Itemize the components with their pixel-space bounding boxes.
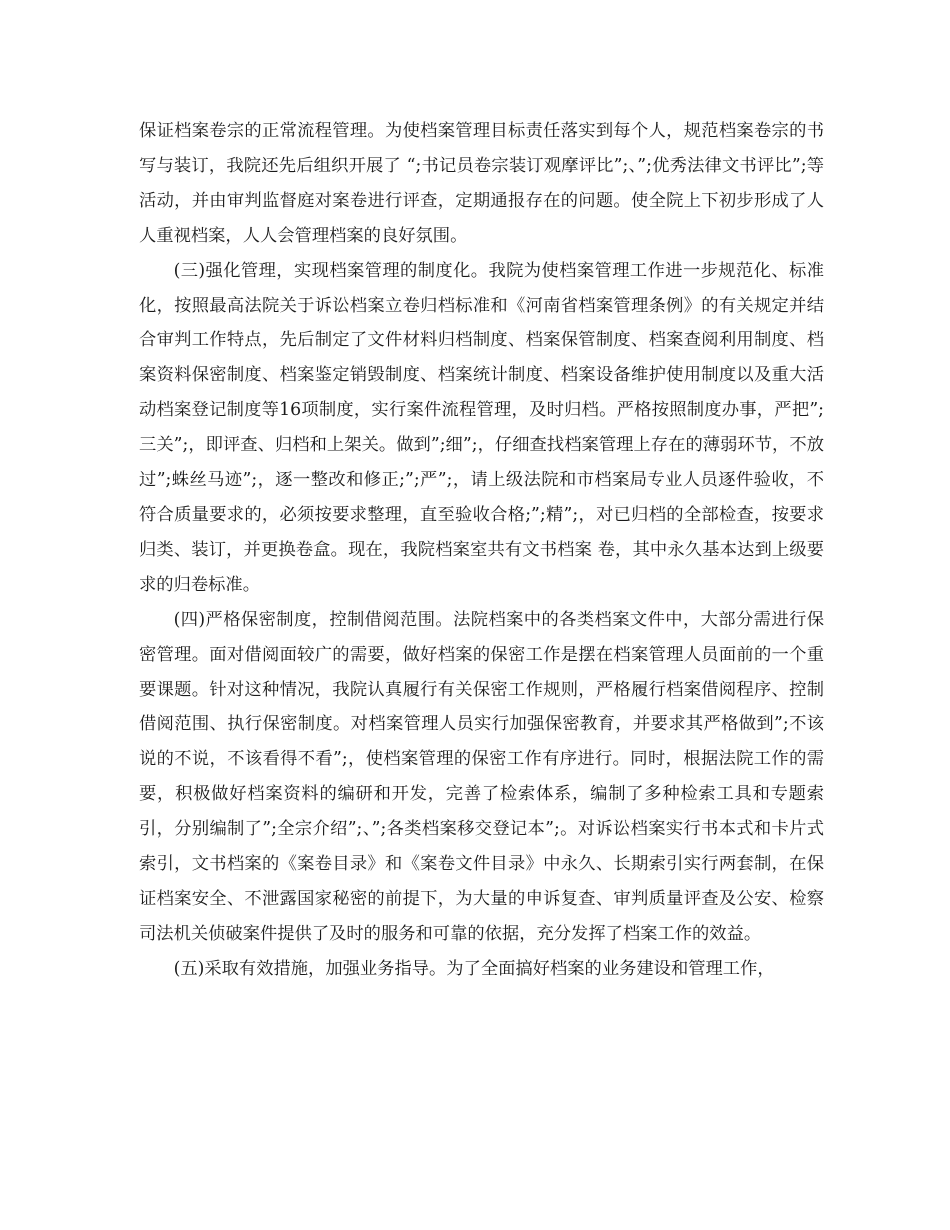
- paragraph-section-4: (四)严格保密制度，控制借阅范围。法院档案中的各类档案文件中，大部分需进行保密管理。面对借阅面较广的需要，做好档案的保密工作是摆在档案管理人员面前的一个重要课题。针对这种情况，我院认真履行有关保密工作规则，严格履行档案借阅程序、控制借阅范围、执行保密制度。对档案管理人员实行加强保密教育，并要求其严格做到”;不该说的不说，不该看得不看”;，使档案管理的保密工作有序进行。同时，根据法院工作的需要，积极做好档案资料的编研和开发，完善了检索体系，编制了多种检索工具和专题索引，分别编制了”;全宗介绍”;、”;各类档案移交登记本”;。对诉讼档案实行书本式和卡片式索引，文书档案的《案卷目录》和《案卷文件目录》中永久、长期索引实行两套制，在保证档案安全、不泄露国家秘密的前提下，为大量的申诉复查、审判质量评查及公安、检察司法机关侦破案件提供了及时的服务和可靠的依据，充分发挥了档案工作的效益。: [139, 609, 824, 944]
- document-body: [139, 114, 824, 987]
- paragraph-section-5: (五)采取有效措施，加强业务指导。为了全面搞好档案的业务建设和管理工作，: [173, 958, 775, 979]
- paragraph-continuation: 保证档案卷宗的正常流程管理。为使档案管理目标责任落实到每个人，规范档案卷宗的书写与装订，我院还先后组织开展了 “;书记员卷宗装订观摩评比”;、”;优秀法律文书评比”;等活动，并由审判监督庭对案卷进行评查，定期通报存在的问题。使全院上下初步形成了人人重视档案，人人会管理档案的良好氛围。: [139, 121, 824, 246]
- paragraph-section-3: (三)强化管理，实现档案管理的制度化。我院为使档案管理工作进一步规范化、标准化，按照最高法院关于诉讼档案立卷归档标准和《河南省档案管理条例》的有关规定并结合审判工作特点，先后制定了文件材料归档制度、档案保管制度、档案查阅利用制度、档案资料保密制度、档案鉴定销毁制度、档案统计制度、档案设备维护使用制度以及重大活动档案登记制度等16项制度，实行案件流程管理，及时归档。严格按照制度办事，严把”;三关”;，即评查、归档和上架关。做到”;细”;，仔细查找档案管理上存在的薄弱环节，不放过”;蛛丝马迹”;，逐一整改和修正;”;严”;，请上级法院和市档案局专业人员逐件验收，不符合质量要求的，必须按要求整理，直至验收合格;”;精”;，对已归档的全部检查，按要求归类、装订，并更换卷盒。现在，我院档案室共有文书档案 卷，其中永久基本达到上级要求的归卷标准。: [139, 260, 824, 595]
